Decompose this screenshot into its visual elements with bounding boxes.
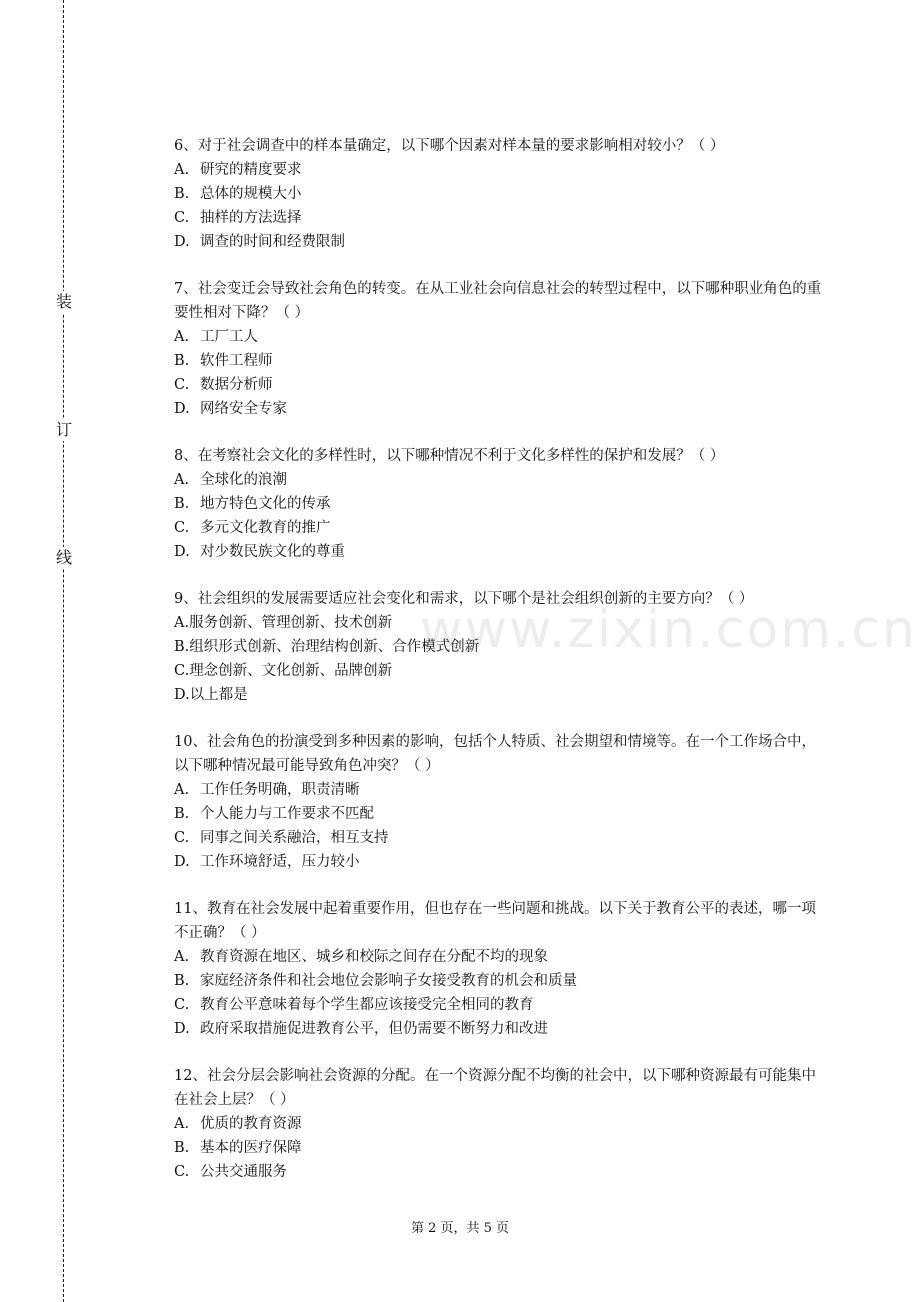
question-stem: 9、社会组织的发展需要适应社会变化和需求，以下哪个是社会组织创新的主要方向？（ ） <box>174 591 754 607</box>
option-letter: D. <box>174 687 190 703</box>
option-text: 对少数民族文化的尊重 <box>200 544 345 560</box>
option-d <box>174 540 824 564</box>
option-c <box>174 1160 824 1184</box>
option-letter: A. <box>174 329 190 345</box>
option-b <box>174 802 824 826</box>
option-letter: A. <box>174 162 190 178</box>
option-text: 服务创新、管理创新、技术创新 <box>189 615 393 631</box>
question-9 <box>174 587 824 707</box>
option-text: 全球化的浪潮 <box>200 472 287 488</box>
binding-char-xian: 线 <box>53 547 75 569</box>
option-text: 政府采取措施促进教育公平，但仍需要不断努力和改进 <box>200 1021 548 1037</box>
option-letter: B. <box>174 1140 190 1156</box>
option-text: 抽样的方法选择 <box>200 210 302 226</box>
option-text: 地方特色文化的传承 <box>200 496 331 512</box>
question-6 <box>174 134 824 254</box>
option-letter: D. <box>174 544 190 560</box>
option-text: 工作环境舒适，压力较小 <box>200 854 360 870</box>
option-text: 调查的时间和经费限制 <box>200 234 345 250</box>
option-b <box>174 635 824 659</box>
option-text: 网络安全专家 <box>200 401 287 417</box>
option-letter: C. <box>174 830 190 846</box>
option-c <box>174 206 824 230</box>
option-b <box>174 492 824 516</box>
option-text: 组织形式创新、治理结构创新、合作模式创新 <box>189 639 480 655</box>
question-stem: 10、社会角色的扮演受到多种因素的影响，包括个人特质、社会期望和情境等。在一个工作场合中，以下哪种情况最可能导致角色冲突？（ ） <box>174 734 816 774</box>
option-c <box>174 826 824 850</box>
option-letter: B. <box>174 186 190 202</box>
option-letter: B. <box>174 973 190 989</box>
option-text: 公共交通服务 <box>200 1164 287 1180</box>
page-footer: 第 2 页，共 5 页 <box>410 1221 510 1236</box>
option-d <box>174 850 824 874</box>
option-letter: B. <box>174 353 190 369</box>
option-text: 基本的医疗保障 <box>200 1140 302 1156</box>
option-b <box>174 1136 824 1160</box>
question-11 <box>174 897 824 1041</box>
watermark-text: www.zixin.com.cn <box>420 600 917 660</box>
option-letter: B. <box>174 806 190 822</box>
question-stem: 7、社会变迁会导致社会角色的转变。在从工业社会向信息社会的转型过程中，以下哪种职业角色的重要性相对下降？（ ） <box>174 281 822 321</box>
option-b <box>174 349 824 373</box>
question-stem: 8、在考察社会文化的多样性时，以下哪种情况不利于文化多样性的保护和发展？（ ） <box>174 448 725 464</box>
option-d <box>174 230 824 254</box>
option-letter: A. <box>174 1116 190 1132</box>
option-letter: C. <box>174 210 190 226</box>
binding-char-zhuang: 装 <box>53 291 75 313</box>
option-letter: B. <box>174 639 190 655</box>
option-letter: D. <box>174 234 190 250</box>
option-text: 多元文化教育的推广 <box>200 520 331 536</box>
option-text: 优质的教育资源 <box>200 1116 302 1132</box>
option-letter: C. <box>174 1164 190 1180</box>
option-letter: D. <box>174 854 190 870</box>
option-letter: B. <box>174 496 190 512</box>
option-text: 个人能力与工作要求不匹配 <box>200 806 374 822</box>
question-stem: 12、社会分层会影响社会资源的分配。在一个资源分配不均衡的社会中，以下哪种资源最有可能集中在社会上层？（ ） <box>174 1068 816 1108</box>
option-a <box>174 325 824 349</box>
option-a <box>174 611 824 635</box>
option-letter: D. <box>174 401 190 417</box>
binding-char-ding: 订 <box>53 419 75 441</box>
question-8 <box>174 444 824 564</box>
option-text: 教育公平意味着每个学生都应该接受完全相同的教育 <box>200 997 534 1013</box>
option-text: 数据分析师 <box>200 377 273 393</box>
option-letter: A. <box>174 615 190 631</box>
option-text: 理念创新、文化创新、品牌创新 <box>189 663 393 679</box>
option-text: 家庭经济条件和社会地位会影响子女接受教育的机会和质量 <box>200 973 577 989</box>
option-b <box>174 969 824 993</box>
question-7 <box>174 277 824 421</box>
option-d <box>174 683 824 707</box>
option-letter: A. <box>174 472 190 488</box>
option-text: 研究的精度要求 <box>200 162 302 178</box>
option-letter: D. <box>174 1021 190 1037</box>
question-stem: 6、对于社会调查中的样本量确定，以下哪个因素对样本量的要求影响相对较小？（ ） <box>174 138 725 154</box>
option-letter: C. <box>174 997 190 1013</box>
option-text: 软件工程师 <box>200 353 273 369</box>
question-12 <box>174 1064 824 1184</box>
option-c <box>174 993 824 1017</box>
option-letter: A. <box>174 782 190 798</box>
option-c <box>174 373 824 397</box>
option-letter: A. <box>174 949 190 965</box>
option-a <box>174 778 824 802</box>
option-letter: C. <box>174 377 190 393</box>
option-text: 教育资源在地区、城乡和校际之间存在分配不均的现象 <box>200 949 548 965</box>
option-letter: C. <box>174 663 190 679</box>
option-a <box>174 158 824 182</box>
option-text: 工作任务明确，职责清晰 <box>200 782 360 798</box>
option-text: 以上都是 <box>189 687 248 703</box>
option-a <box>174 468 824 492</box>
binding-dashed-line <box>63 0 64 1302</box>
question-stem: 11、教育在社会发展中起着重要作用，但也存在一些问题和挑战。以下关于教育公平的表述，哪一项不正确？（ ） <box>174 901 816 941</box>
option-c <box>174 659 824 683</box>
option-b <box>174 182 824 206</box>
option-d <box>174 1017 824 1041</box>
question-list <box>174 134 824 1207</box>
option-text: 总体的规模大小 <box>200 186 302 202</box>
option-d <box>174 397 824 421</box>
question-10 <box>174 730 824 874</box>
option-c <box>174 516 824 540</box>
option-a <box>174 945 824 969</box>
option-letter: C. <box>174 520 190 536</box>
option-text: 工厂工人 <box>200 329 258 345</box>
option-text: 同事之间关系融洽，相互支持 <box>200 830 389 846</box>
option-a <box>174 1112 824 1136</box>
